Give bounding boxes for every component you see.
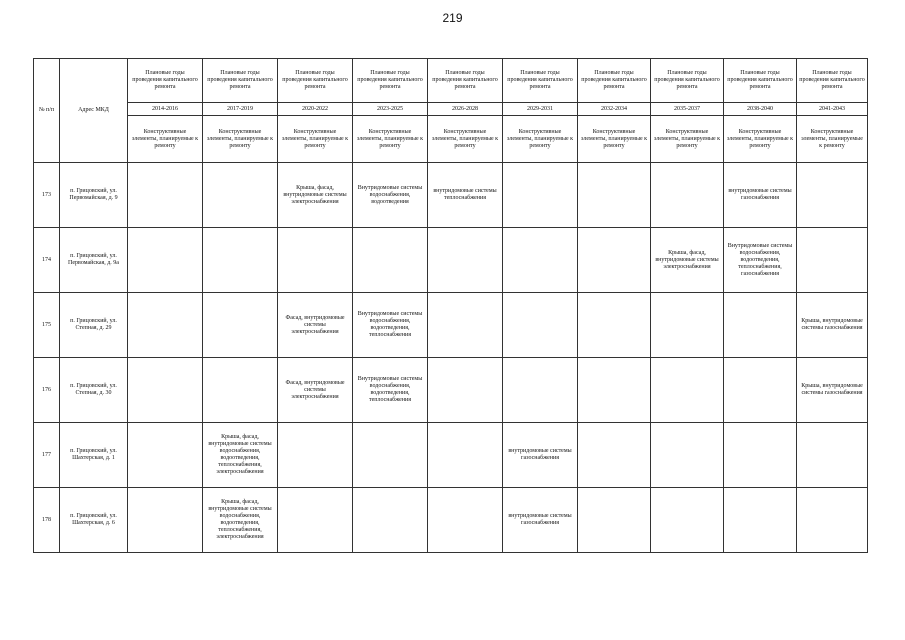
- row-cell: Крыша, фасад, внутридомовые системы водоснабжения, водоотведения, теплоснабжения, электроснабжения: [203, 423, 278, 488]
- row-cell: [797, 163, 868, 228]
- period-subheader: Конструктивные элементы, планируемые к ремонту: [724, 116, 797, 163]
- row-cell: [578, 488, 651, 553]
- row-cell: [724, 293, 797, 358]
- period-title: Плановые годы проведения капитального ремонта: [203, 59, 278, 103]
- row-cell: [353, 423, 428, 488]
- table-row: [34, 423, 868, 488]
- header-row-titles: [34, 59, 868, 103]
- row-cell: [503, 163, 578, 228]
- row-number: 176: [34, 358, 60, 423]
- header-row-elements: [34, 116, 868, 163]
- row-cell: Внутридомовые системы водоснабжения, водоотведения: [353, 163, 428, 228]
- period-title: Плановые годы проведения капитального ремонта: [797, 59, 868, 103]
- row-cell: [503, 358, 578, 423]
- row-address: п. Грицовский, ул. Шахтерская, д. 6: [60, 488, 128, 553]
- row-cell: [651, 488, 724, 553]
- period-years: 2023-2025: [353, 103, 428, 116]
- row-cell: [578, 293, 651, 358]
- row-number: 175: [34, 293, 60, 358]
- period-subheader: Конструктивные элементы, планируемые к ремонту: [651, 116, 724, 163]
- period-years: 2035-2037: [651, 103, 724, 116]
- capital-repair-table: [33, 58, 868, 553]
- row-cell: [353, 228, 428, 293]
- row-cell: Внутридомовые системы водоснабжения, водоотведения, теплоснабжения, газоснабжения: [724, 228, 797, 293]
- period-title: Плановые годы проведения капитального ремонта: [353, 59, 428, 103]
- row-cell: [128, 228, 203, 293]
- row-cell: [503, 293, 578, 358]
- row-cell: Крыша, фасад, внутридомовые системы электроснабжения: [278, 163, 353, 228]
- period-title: Плановые годы проведения капитального ремонта: [651, 59, 724, 103]
- row-cell: [203, 163, 278, 228]
- row-cell: [428, 488, 503, 553]
- row-cell: [578, 163, 651, 228]
- period-subheader: Конструктивные элементы, планируемые к ремонту: [503, 116, 578, 163]
- row-cell: [797, 423, 868, 488]
- period-subheader: Конструктивные элементы, планируемые к ремонту: [203, 116, 278, 163]
- row-cell: [428, 293, 503, 358]
- period-subheader: Конструктивные элементы, планируемые к ремонту: [578, 116, 651, 163]
- row-number: 174: [34, 228, 60, 293]
- row-cell: Внутридомовые системы водоснабжения, водоотведения, теплоснабжения: [353, 358, 428, 423]
- row-cell: Крыша, фасад, внутридомовые системы электроснабжения: [651, 228, 724, 293]
- row-cell: [128, 163, 203, 228]
- period-title: Плановые годы проведения капитального ремонта: [128, 59, 203, 103]
- row-cell: [278, 228, 353, 293]
- period-title: Плановые годы проведения капитального ремонта: [578, 59, 651, 103]
- table-row: [34, 488, 868, 553]
- row-cell: [203, 228, 278, 293]
- period-subheader: Конструктивные элементы, планируемые к ремонту: [428, 116, 503, 163]
- row-cell: Крыша, внутридомовые системы газоснабжения: [797, 358, 868, 423]
- header-row-years: [34, 103, 868, 116]
- table-row: [34, 358, 868, 423]
- row-cell: внутридомовые системы газоснабжения: [503, 423, 578, 488]
- row-cell: [578, 423, 651, 488]
- row-cell: [724, 423, 797, 488]
- period-subheader: Конструктивные элементы, планируемые к ремонту: [278, 116, 353, 163]
- period-years: 2026-2028: [428, 103, 503, 116]
- period-subheader: Конструктивные элементы, планируемые к ремонту: [128, 116, 203, 163]
- row-address: п. Грицовский, ул. Первомайская, д. 9: [60, 163, 128, 228]
- row-cell: [797, 228, 868, 293]
- row-number: 173: [34, 163, 60, 228]
- row-cell: [578, 228, 651, 293]
- period-years: 2017-2019: [203, 103, 278, 116]
- row-cell: Фасад, внутридомовые системы электроснабжения: [278, 358, 353, 423]
- row-number: 177: [34, 423, 60, 488]
- row-cell: внутридомовые системы газоснабжения: [503, 488, 578, 553]
- row-cell: [128, 358, 203, 423]
- row-address: п. Грицовский, ул. Шахтерская, д. 1: [60, 423, 128, 488]
- row-cell: Крыша, внутридомовые системы газоснабжения: [797, 293, 868, 358]
- period-years: 2038-2040: [724, 103, 797, 116]
- period-years: 2032-2034: [578, 103, 651, 116]
- row-cell: Внутридомовые системы водоснабжения, водоотведения, теплоснабжения: [353, 293, 428, 358]
- row-cell: [797, 488, 868, 553]
- row-cell: [128, 488, 203, 553]
- row-address: п. Грицовский, ул. Степная, д. 29: [60, 293, 128, 358]
- row-number: 178: [34, 488, 60, 553]
- row-cell: [353, 488, 428, 553]
- period-years: 2020-2022: [278, 103, 353, 116]
- period-title: Плановые годы проведения капитального ремонта: [724, 59, 797, 103]
- row-cell: [724, 358, 797, 423]
- row-cell: [428, 228, 503, 293]
- period-subheader: Конструктивные элементы, планируемые к ремонту: [797, 116, 868, 163]
- period-subheader: Конструктивные элементы, планируемые к ремонту: [353, 116, 428, 163]
- row-cell: [203, 293, 278, 358]
- row-cell: [128, 293, 203, 358]
- page-number: 219: [442, 11, 463, 25]
- table-row: [34, 163, 868, 228]
- row-cell: [724, 488, 797, 553]
- row-cell: внутридомовые системы теплоснабжения: [428, 163, 503, 228]
- row-cell: [203, 358, 278, 423]
- row-address: п. Грицовский, ул. Степная, д. 30: [60, 358, 128, 423]
- period-title: Плановые годы проведения капитального ремонта: [278, 59, 353, 103]
- table-row: [34, 228, 868, 293]
- row-cell: [651, 358, 724, 423]
- period-title: Плановые годы проведения капитального ремонта: [503, 59, 578, 103]
- row-cell: [278, 423, 353, 488]
- period-years: 2041-2043: [797, 103, 868, 116]
- row-cell: Фасад, внутридомовые системы электроснабжения: [278, 293, 353, 358]
- table-row: [34, 293, 868, 358]
- row-cell: [128, 423, 203, 488]
- row-cell: [651, 293, 724, 358]
- row-cell: [278, 488, 353, 553]
- col-header-address: Адрес МКД: [60, 59, 128, 163]
- row-cell: Крыша, фасад, внутридомовые системы водоснабжения, водоотведения, теплоснабжения, электроснабжения: [203, 488, 278, 553]
- col-header-number: № п/п: [34, 59, 60, 163]
- row-cell: [428, 358, 503, 423]
- row-cell: [578, 358, 651, 423]
- period-years: 2014-2016: [128, 103, 203, 116]
- row-cell: [651, 423, 724, 488]
- row-cell: [503, 228, 578, 293]
- row-cell: [428, 423, 503, 488]
- period-years: 2029-2031: [503, 103, 578, 116]
- row-cell: внутридомовые системы газоснабжения: [724, 163, 797, 228]
- row-cell: [651, 163, 724, 228]
- row-address: п. Грицовский, ул. Первомайская, д. 9а: [60, 228, 128, 293]
- period-title: Плановые годы проведения капитального ремонта: [428, 59, 503, 103]
